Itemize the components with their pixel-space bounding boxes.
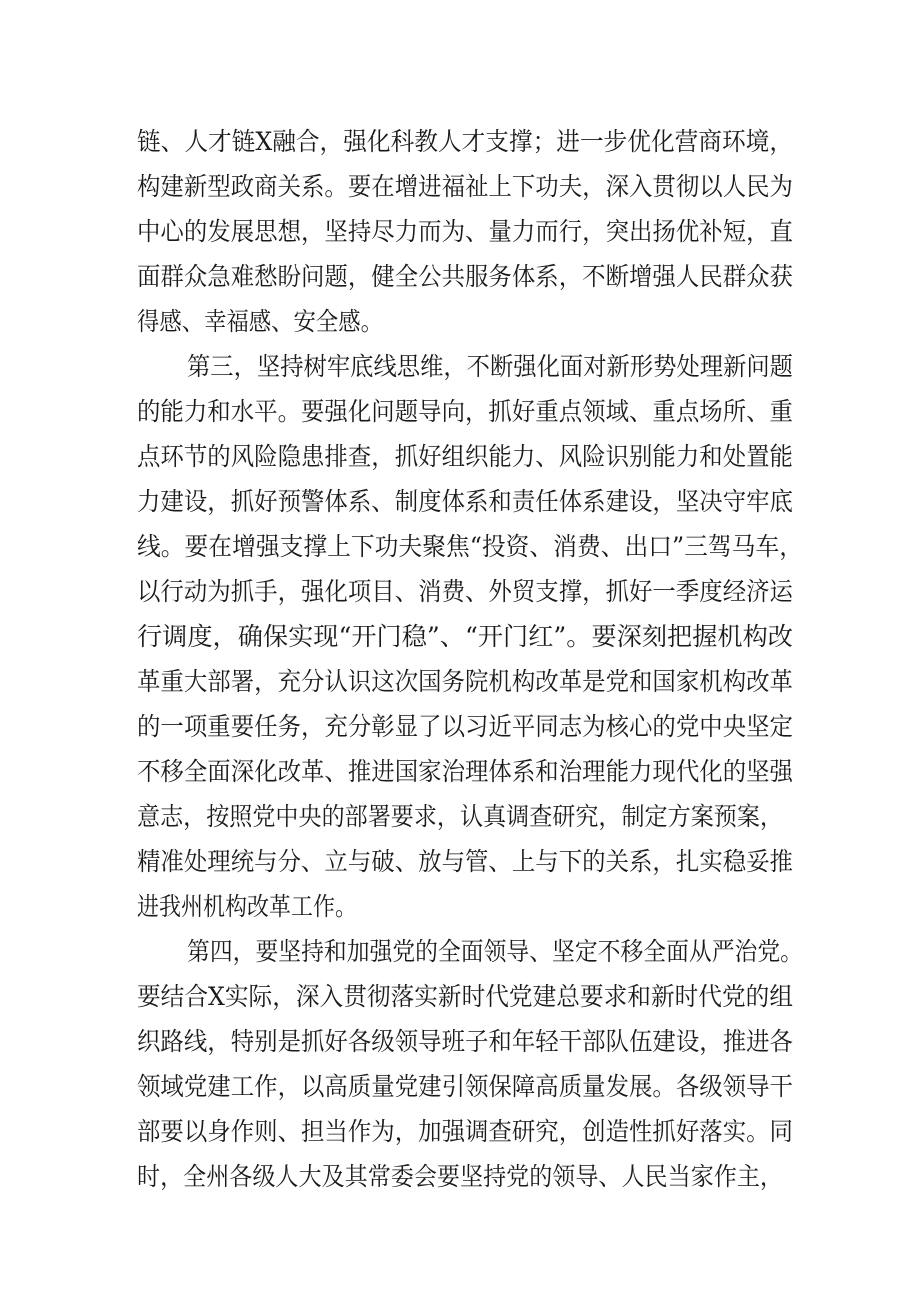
line-text: 织路线，特别是抓好各级领导班子和年轻干部队伍建设，推进各 (137, 1027, 793, 1056)
text-line (0, 437, 920, 477)
line-text: 中心的发展思想，坚持尽力而为、量力而行，突出扬优补短，直 (137, 217, 793, 246)
line-text: 精准处理统与分、立与破、放与管、上与下的关系，扎实稳妥推 (137, 847, 793, 876)
line-text: 的一项重要任务，充分彰显了以习近平同志为核心的党中央坚定 (137, 712, 793, 741)
line-text: 点环节的风险隐患排查，抓好组织能力、风险识别能力和处置能 (137, 442, 793, 471)
text-line (0, 662, 920, 702)
text-line (0, 932, 920, 972)
text-line (0, 1022, 920, 1062)
text-line (0, 977, 920, 1017)
text-line (0, 842, 920, 882)
line-text: 领域党建工作，以高质量党建引领保障高质量发展。各级领导干 (137, 1072, 793, 1101)
line-text: 要结合X实际，深入贯彻落实新时代党建总要求和新时代党的组 (137, 982, 793, 1011)
line-text: 进我州机构改革工作。 (137, 892, 357, 921)
line-text: 时，全州各级人大及其常委会要坚持党的领导、人民当家作主， (137, 1162, 783, 1191)
line-text: 以行动为抓手，强化项目、消费、外贸支撑，抓好一季度经济运 (137, 577, 793, 606)
text-line (0, 617, 920, 657)
text-line (0, 347, 920, 387)
line-text: 不移全面深化改革、推进国家治理体系和治理能力现代化的坚强 (137, 757, 793, 786)
text-line (0, 392, 920, 432)
text-line (0, 302, 920, 342)
text-line (0, 797, 920, 837)
text-line (0, 122, 920, 162)
line-text: 意志，按照党中央的部署要求，认真调查研究，制定方案预案， (137, 802, 783, 831)
line-text: 革重大部署，充分认识这次国务院机构改革是党和国家机构改革 (137, 667, 793, 696)
text-line (0, 887, 920, 927)
line-text: 的能力和水平。要强化问题导向，抓好重点领域、重点场所、重 (137, 397, 793, 426)
line-text: 得感、幸福感、安全感。 (137, 307, 383, 336)
text-line (0, 1112, 920, 1152)
text-line (0, 257, 920, 297)
line-text: 面群众急难愁盼问题，健全公共服务体系，不断增强人民群众获 (137, 262, 793, 291)
text-line (0, 752, 920, 792)
line-text: 线。要在增强支撑上下功夫聚焦“投资、消费、出口”三驾马车， (137, 532, 803, 561)
line-text: 链、人才链X融合，强化科教人才支撑；进一步优化营商环境， (137, 127, 793, 156)
line-text: 部要以身作则、担当作为，加强调查研究，创造性抓好落实。同 (137, 1117, 793, 1146)
text-line (0, 482, 920, 522)
text-line (0, 167, 920, 207)
line-text: 第三，坚持树牢底线思维，不断强化面对新形势处理新问题 (187, 352, 793, 381)
text-line (0, 707, 920, 747)
line-text: 力建设，抓好预警体系、制度体系和责任体系建设，坚决守牢底 (137, 487, 793, 516)
text-line (0, 1157, 920, 1197)
text-line (0, 212, 920, 252)
line-text: 第四，要坚持和加强党的全面领导、坚定不移全面从严治党。 (187, 937, 803, 966)
text-line (0, 572, 920, 612)
line-text: 行调度，确保实现“开门稳”、“开门红”。要深刻把握机构改 (137, 622, 793, 651)
text-line (0, 1067, 920, 1107)
line-text: 构建新型政商关系。要在增进福祉上下功夫，深入贯彻以人民为 (137, 172, 793, 201)
text-line (0, 527, 920, 567)
